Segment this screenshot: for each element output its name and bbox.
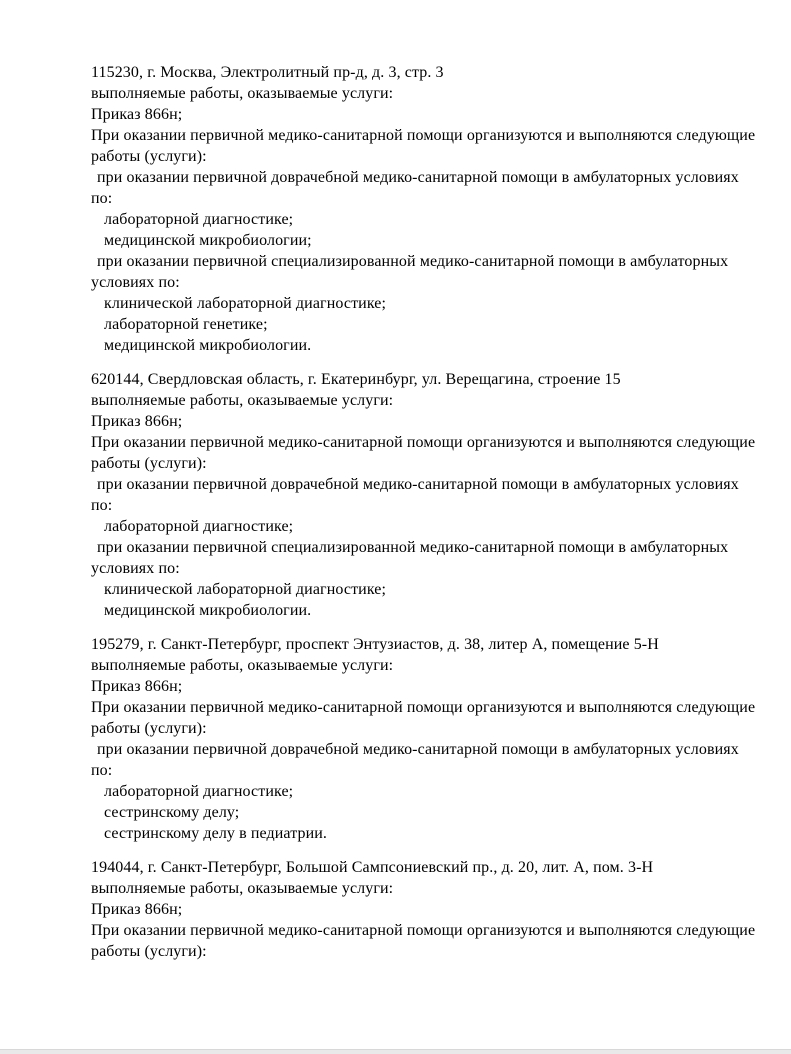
line-category: по:: [91, 190, 113, 207]
line-intro: работы (услуги):: [91, 148, 207, 165]
line-category: при оказании первичной доврачебной медико-санитарной помощи в амбулаторных условиях: [97, 741, 739, 758]
line-order: Приказ 866н;: [91, 413, 183, 430]
address-section: [91, 634, 756, 844]
line-service: сестринскому делу в педиатрии.: [104, 825, 328, 842]
line-address: 194044, г. Санкт-Петербург, Большой Сампсониевский пр., д. 20, лит. А, пом. 3-Н: [91, 859, 654, 876]
line-category: условиях по:: [91, 274, 180, 291]
line-service: клинической лабораторной диагностике;: [104, 295, 387, 312]
line-address: 195279, г. Санкт-Петербург, проспект Энтузиастов, д. 38, литер А, помещение 5-Н: [91, 636, 659, 653]
line-service: лабораторной диагностике;: [104, 518, 294, 535]
address-section: [91, 62, 756, 356]
line-order: Приказ 866н;: [91, 678, 183, 695]
line-category: по:: [91, 762, 113, 779]
line-category: при оказании первичной специализированной медико-санитарной помощи в амбулаторных: [97, 253, 729, 270]
address-section: [91, 857, 756, 962]
line-address: 620144, Свердловская область, г. Екатеринбург, ул. Верещагина, строение 15: [91, 371, 621, 388]
line-order: Приказ 866н;: [91, 106, 183, 123]
line-category: при оказании первичной специализированной медико-санитарной помощи в амбулаторных: [97, 539, 729, 556]
line-service: медицинской микробиологии;: [104, 232, 312, 249]
address-section: [91, 369, 756, 621]
line-intro: работы (услуги):: [91, 720, 207, 737]
line-service: лабораторной генетике;: [104, 316, 268, 333]
line-category: при оказании первичной доврачебной медико-санитарной помощи в амбулаторных условиях: [97, 476, 739, 493]
line-service: медицинской микробиологии.: [104, 337, 312, 354]
line-intro: работы (услуги):: [91, 455, 207, 472]
line-intro: При оказании первичной медико-санитарной помощи организуются и выполняются следующие: [91, 434, 756, 451]
line-category: при оказании первичной доврачебной медико-санитарной помощи в амбулаторных условиях: [97, 169, 739, 186]
line-intro: При оказании первичной медико-санитарной помощи организуются и выполняются следующие: [91, 699, 756, 716]
line-intro: работы (услуги):: [91, 943, 207, 960]
line-order: Приказ 866н;: [91, 901, 183, 918]
line-intro: При оказании первичной медико-санитарной помощи организуются и выполняются следующие: [91, 127, 756, 144]
line-category: условиях по:: [91, 560, 180, 577]
line-service: клинической лабораторной диагностике;: [104, 581, 387, 598]
line-intro: При оказании первичной медико-санитарной помощи организуются и выполняются следующие: [91, 922, 756, 939]
line-category: по:: [91, 497, 113, 514]
line-address: 115230, г. Москва, Электролитный пр-д, д. 3, стр. 3: [91, 64, 444, 81]
line-service: лабораторной диагностике;: [104, 783, 294, 800]
line-label: выполняемые работы, оказываемые услуги:: [91, 85, 394, 102]
line-service: лабораторной диагностике;: [104, 211, 294, 228]
line-service: сестринскому делу;: [104, 804, 240, 821]
line-label: выполняемые работы, оказываемые услуги:: [91, 880, 394, 897]
line-label: выполняемые работы, оказываемые услуги:: [91, 657, 394, 674]
horizontal-scrollbar[interactable]: [0, 1049, 791, 1054]
line-label: выполняемые работы, оказываемые услуги:: [91, 392, 394, 409]
line-service: медицинской микробиологии.: [104, 602, 312, 619]
